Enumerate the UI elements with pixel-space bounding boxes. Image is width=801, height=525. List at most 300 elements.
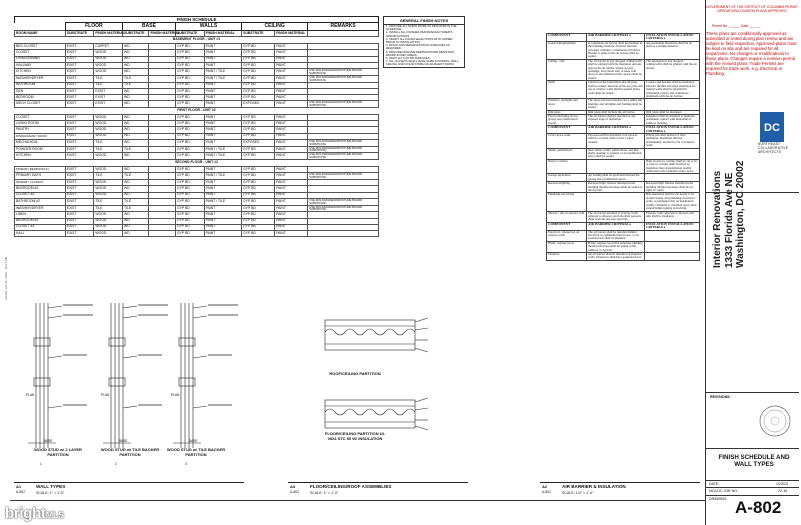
table-cell: DINING/FAMILY ROOM [15,133,66,139]
table-cell: EXIST [65,75,94,82]
table-cell: GYP BD [242,68,275,75]
table-cell: PAINT / TILE [204,75,241,82]
table-cell [645,99,700,110]
group-base: BASE [123,23,176,31]
table-cell: EXIST [65,192,94,198]
table-cell: GYP BD [175,139,204,146]
table-cell: CARPET [94,44,123,50]
table-cell: GYP BD [175,127,204,133]
table-cell: PAINT [275,224,308,230]
table-cell: Narrow cavities [547,159,587,174]
table-cell: GYP BD [242,186,275,192]
table-cell: Rim joists shall be insulated. [645,110,700,114]
table-cell: Duct shafts, utility penetrations, and flue shafts opening to exterior or unconditioned space shall be sealed. [587,148,645,159]
table-cell: PAINT [204,167,241,173]
air-barrier-column-header: COMPONENT [547,34,587,42]
table-cell: Fireplace [547,252,587,260]
table-cell: TILE [94,173,123,180]
table-cell [587,159,645,174]
table-cell: WD [123,127,149,133]
table-cell [645,148,700,159]
table-cell: WOOD [94,121,123,127]
column-header: SUBSTRATE [65,31,94,37]
table-cell: PAINT [275,133,308,139]
table-row [547,252,700,260]
table-cell: GYP BD [175,44,204,50]
table-cell: The air barrier in any dropped ceiling/soffit shall be aligned with the insulation and any gaps in the air barrier sealed. Access openings, drop down stair or knee wall doors to unconditioned attic spaces shall be sealed. [587,59,645,80]
table-cell: WD [123,230,149,236]
table-cell: Where provided instead of floor insulation, insulation shall be permanently attached to the crawlspace walls. [645,133,700,148]
table-cell: WOOD [94,224,123,230]
firm-name-3: ARCHITECTS [758,150,782,154]
table-cell: PAINT [275,121,308,127]
table-cell: EXIST [65,82,94,88]
section-heading: BASEMENT FLOOR - UNIT #1 [15,37,379,44]
section-heading-row [15,160,379,167]
table-cell: EXIST [65,186,94,192]
table-cell: WD [123,192,149,198]
table-cell: EXIST [94,94,123,100]
table-cell: GYP BD [242,218,275,224]
table-cell: A continuous air barrier shall be installed in the building envelope. Exterior thermal envelope contains a continuous air barrier. Breaks or joints in the air barrier shall be sealed. [587,41,645,59]
table-cell: WD [123,101,149,108]
table-row [547,81,700,99]
table-cell: PAINT [204,186,241,192]
table-cell [149,101,175,108]
table-cell: TILE [94,198,123,205]
table-cell: GYP BD [175,153,204,160]
logo-initials: DC [764,122,780,134]
table-cell: EXIST [65,68,94,75]
sheet-number: A-802 [735,498,782,517]
watermark-text: bright [5,505,46,522]
table-cell: GYP BD [175,133,204,139]
table-cell: Plumbing and wiring [547,193,587,211]
table-cell: GYP BD [175,62,204,68]
section-heading: SECOND FLOOR - UNIT #2 [15,160,379,167]
table-cell: PAINT [204,180,241,186]
table-cell: EXIST [65,167,94,173]
table-cell: EXIST [65,139,94,146]
table-cell: Windows, skylights and doors [547,99,587,110]
table-row [547,182,700,193]
table-cell: USE MOLD/MILDEW/MOISTURE BOARD SUBSTRATE [308,68,379,75]
table-cell: PAINT [275,94,308,100]
brightmls-watermark [5,505,64,522]
table-row [15,75,379,82]
floor-roof-sheet-ref: A-802 [290,490,300,494]
table-cell [149,173,175,180]
table-cell: WOOD [94,114,123,120]
table-cell: USE MOLD/MILDEW/MOISTURE BOARD SUBSTRATE [308,139,379,146]
table-cell: GYP BD [242,167,275,173]
base-label-1: BASE [44,439,53,443]
table-cell [149,68,175,75]
table-cell: GYP BD [175,224,204,230]
table-cell: WD [123,153,149,160]
table-cell: Batts in narrow cavities shall be cut to fit, or narrow cavities shall be filled by insulation that on installation readily conforms to the available cavity space. [646,158,698,174]
table-cell: WD [123,186,149,192]
table-cell: EXIST [65,153,94,160]
table-row [15,205,379,212]
table-cell: USE MOLD/MILDEW/MOISTURE BOARD SUBSTRATE [308,146,379,153]
table-cell: GYP BD [175,50,204,56]
table-cell: Ceiling / attic [547,59,587,80]
table-cell: EXIST [65,218,94,224]
table-cell: WOOD [94,212,123,218]
table-cell: GYP BD [175,198,204,205]
table-cell: WD [123,50,149,56]
table-cell: EXIST [94,101,123,108]
table-cell: EXIST [65,50,94,56]
table-cell: PAINT [275,186,308,192]
table-cell: GYP BD [175,205,204,212]
table-cell: LINEN [15,212,66,218]
table-cell: EXIST [65,121,94,127]
table-cell: PAINT [275,44,308,50]
watermark-suffix: MLS [45,510,64,520]
table-row [15,198,379,205]
table-cell: EXIST [65,230,94,236]
table-cell: PAINT [275,212,308,218]
table-row [15,173,379,180]
table-cell: GYP BD [175,212,204,218]
table-cell: GYP BD [242,224,275,230]
table-cell: EXIST [65,205,94,212]
base-label-3: BASE [189,439,198,443]
table-cell: MECHANICAL [15,139,66,146]
table-cell: GYP BD [175,121,204,127]
table-cell: PAINT [275,198,308,205]
firm-name-2: COLLABORATIVE [758,146,789,150]
column-header: FINISH MATERIAL [150,30,180,35]
table-cell: PAINT [275,167,308,173]
table-row [547,241,700,252]
table-cell: WOOD [94,230,123,236]
table-cell: EXIST [65,44,94,50]
table-cell: EXPOSED [242,101,275,108]
table-cell: GYP BD [175,75,204,82]
table-cell: GYP BD [242,121,275,127]
table-cell [149,146,175,153]
table-cell: WOOD [94,180,123,186]
project-city: Washington, DC 20002 [735,160,746,268]
table-cell: PAINT [275,62,308,68]
table-cell: The air barrier shall be installed at any exposed edge of insulation. [587,114,645,125]
table-cell: EXIST [65,127,94,133]
group-walls: WALLS [175,23,241,31]
table-cell: EXIST [65,62,94,68]
base-label-2: BASE [119,439,128,443]
group-ceiling: CEILING [242,23,308,31]
table-cell: PAINT [275,75,308,82]
table-cell: BEDROOM [15,94,66,100]
table-cell [645,252,700,260]
table-cell: TILE [123,205,149,212]
sheet-bottom-border [10,500,705,501]
table-cell: WOOD [94,218,123,224]
table-cell: PRIMARY BATH [15,173,66,180]
table-cell [149,153,175,160]
table-cell: BATHROOM [15,82,66,88]
table-cell: EXIST [65,173,94,180]
table-cell: COMPONENT [547,126,587,134]
table-cell: GYP BD [175,192,204,198]
table-cell: PAINT [204,88,241,94]
roof-assembly-label: ROOF/CEILING PARTITION [329,371,381,376]
table-cell: PAINT [275,146,308,153]
table-cell: Recessed lighting [547,182,587,193]
table-cell: WOOD [94,133,123,139]
table-cell: WOOD [94,62,123,68]
table-cell: Junction of the foundation and sill plate shall be sealed. Junction of the top plate and top of exterior walls shall be sealed. Knee walls shall be sealed. [587,81,645,99]
table-cell: WASHER/DRYER [15,205,66,212]
wall-code-2: 2 [115,462,117,466]
table-cell: PAINT [204,62,241,68]
revisions-label: REVISIONS: [710,395,731,399]
table-cell: EXPOSED [242,139,275,146]
table-row [547,230,700,241]
table-cell: TILE [123,75,149,82]
table-row [15,230,379,236]
table-row [547,193,700,211]
drawing-label: DRAWING: [709,497,728,501]
table-cell: PAINT / TILE [204,68,241,75]
plan-label-2: PLAN [101,393,110,397]
air-barrier-table [546,33,700,261]
table-cell: General Requirements [547,41,587,59]
firm-logo [760,112,784,142]
date-value: 1/23/23 [776,482,788,486]
table-cell: PAINT [204,133,241,139]
table-cell [149,75,175,82]
table-cell: Recessed light fixtures installed in the building thermal envelope shall be sealed to the drywall. [587,182,645,193]
floor-roof-title-bar [288,482,468,483]
column-header: SUBSTRATE [175,31,204,37]
table-cell [308,230,379,236]
table-row [547,211,700,222]
table-cell: PAINT [204,139,241,146]
table-cell: LIVING/DINING [15,56,66,62]
column-header: SUBSTRATE [123,31,149,37]
table-cell: PAINT [275,192,308,198]
table-cell: MECH CLOSET [15,101,66,108]
table-cell: GYP BD [242,114,275,120]
finish-schedule-body [15,37,379,237]
table-cell: PAINT [275,88,308,94]
table-row [15,139,379,146]
table-cell: EXIST [65,224,94,230]
table-cell: PAINT / TILE [204,173,241,180]
architect-seal [758,404,792,438]
table-cell: PAINT [275,127,308,133]
table-cell: GYP BD [175,114,204,120]
note-line: 1. PROVIDE ALL FINISH WORK AS INDICATED IN THE SCHEDULE. [386,24,457,32]
note-line: 4. PATCH AND REPAIR EXISTING SURFACES AS REQUIRED. [386,43,450,51]
table-cell: WD [123,224,149,230]
air-barrier-detail-id: A2 [542,484,548,489]
date-label: DATE: [709,482,720,486]
table-cell: PAINT [275,114,308,120]
finish-schedule-table [14,16,379,237]
air-barrier-body [547,34,700,261]
table-cell: The air barrier shall be installed behind electrical or communication boxes, or air sealed boxes shall be installed. [587,230,645,241]
note-line: 5. PROVIDE MOLD/MILDEW/MOISTURE RESISTANT BOARD IN WET AREAS. [386,49,455,57]
table-cell: AIR BARRIER CRITERIA a [587,126,645,134]
note-line: 2. INSTALL ALL FINISHES PER MANUFACTURER'S SPECIFICATIONS. [386,30,453,38]
table-cell [149,205,175,212]
table-cell [149,230,175,236]
table-cell: PAINT / TILE [204,146,241,153]
table-cell: GYP BD [242,94,275,100]
floor-roof-scale: SCALE: 1" = 1'-0" [310,491,339,495]
table-cell: GYP BD [242,44,275,50]
table-cell: KITCHEN [15,153,66,160]
table-cell: The insulation in any dropped ceiling/soffit shall be aligned with the air barrier. [645,59,700,80]
table-cell: PAINT [204,94,241,100]
table-cell: GYP BD [175,68,204,75]
table-cell: GYP BD [242,62,275,68]
table-cell: GYP BD [242,198,275,205]
table-cell: GYP BD [242,230,275,236]
table-cell: PAINT [204,127,241,133]
table-cell: EXIST [65,180,94,186]
table-cell: USE MOLD/MILDEW/MOISTURE BOARD SUBSTRATE [308,173,379,180]
air-barrier-column-header: AIR BARRIER CRITERIA a [587,34,645,42]
group-remarks: REMARKS [308,23,379,31]
table-cell: CLOSET [15,50,66,56]
table-cell: TILE [94,205,123,212]
table-row [15,153,379,160]
note-line: 6. PAINT ALL GYP BD SURFACES. [386,56,431,61]
wall-type-label-3: WOOD STUD w/ TILE BACKER PARTITION [166,447,226,457]
table-cell: GYP BD [175,167,204,173]
table-cell: EXIST [65,88,94,94]
table-cell: LIVING ROOM [15,121,66,127]
table-cell: PAINT [204,101,241,108]
section-heading-row [15,37,379,44]
table-cell: Electrical / phone box on exterior walls [547,230,587,241]
table-cell: CLOSET [15,114,66,120]
table-cell: INSULATION INSTALLATION CRITERIA a [645,222,700,230]
table-cell: PAINT [204,44,241,50]
drawing-title: FINISH SCHEDULE AND WALL TYPES [718,454,790,468]
firm-name-1: NORTHEAST [758,142,781,146]
air-barrier-scale: SCALE: 1/4" = 1'-0" [562,491,594,495]
table-cell: WASHER/DRYER [15,75,66,82]
table-cell: PAINT [275,50,308,56]
air-barrier-title: AIR BARRIER & INSULATION [562,484,626,489]
table-cell: GYP BD [242,88,275,94]
table-cell: EXIST [94,88,123,94]
table-cell: TILE [94,139,123,146]
table-cell: GYP BD [242,212,275,218]
table-cell: USE MOLD/MILDEW/MOISTURE BOARD SUBSTRATE [308,75,379,82]
floor-roof-detail-id: A3 [290,484,296,489]
plan-label-1: PLAN [26,393,35,397]
table-cell: WD [123,62,149,68]
job-label: NCA DC JOB NO.: [709,489,739,493]
table-cell: TILE [94,146,123,153]
project-name: Interior Renovations [712,170,723,268]
table-cell: PAINT [204,230,241,236]
note-line: 3. VERIFY ALL FINISH SELECTIONS WITH OWNER PRIOR TO INSTALLATION. [386,36,453,45]
column-header: FINISH MATERIAL [275,31,308,37]
table-cell: HVAC register boots [547,241,587,252]
table-cell: WOOD [94,127,123,133]
table-cell: Crawl space walls [547,133,587,148]
table-cell: GYP BD [242,127,275,133]
table-cell: EXIST [65,101,94,108]
table-cell: PAINT [275,173,308,180]
table-cell: WOOD [94,56,123,62]
table-cell: TILE [123,173,149,180]
table-cell: GYP BD [175,101,204,108]
table-cell: PAINT / TILE [204,153,241,160]
table-cell: POWDER ROOM [15,146,66,153]
table-row [15,101,379,108]
table-cell: HALL [15,230,66,236]
table-cell: PAINT [275,101,308,108]
table-cell: CLOSET #2 [15,192,66,198]
table-cell: Shower / tub on exterior wall [547,211,587,222]
table-cell: INSULATION INSTALLATION CRITERIA a [645,126,700,134]
table-cell: Rim joists [547,110,587,114]
table-cell: Exposed earth in unvented crawl spaces shall be covered with a Class I vapor retarder. [587,133,645,148]
permit-line: Permit No. ______ Date ______ [712,24,761,28]
table-cell: GYP BD [242,205,275,212]
table-cell: TILE [94,75,123,82]
table-cell [645,241,700,252]
table-cell [149,139,175,146]
table-cell: EXIST [65,146,94,153]
wall-types-scale: SCALE: 1" = 1'-0" [36,491,65,495]
table-cell: TILE [123,146,149,153]
table-cell: PAINT [275,180,308,186]
table-row [547,99,700,110]
table-cell: Insulation shall be installed to maintain permanent contact with underside of subfloor decking. [645,114,700,125]
table-cell: GYP BD [175,94,204,100]
table-row [547,148,700,159]
table-cell: WD [123,180,149,186]
table-cell: EXIST [65,198,94,205]
table-cell: PAINT [275,205,308,212]
wall-type-label-1: WOOD STUD w/ 2 LAYER PARTITION [34,447,82,457]
table-cell: BED CLOSET [15,44,66,50]
table-cell: GYP BD [175,88,204,94]
table-cell: Rim joists shall include the air barrier. [587,110,645,114]
table-cell: WOOD [94,167,123,173]
table-cell: PAINT [275,153,308,160]
project-name-block [712,98,747,268]
side-print-info: printed: Jan 11, 2023 · 10:27 AM [4,256,8,300]
table-cell: PAINT / TILE [204,198,241,205]
table-cell: TILE [123,82,149,88]
table-cell: GYP BD [175,56,204,62]
table-cell: GYP BD [242,153,275,160]
table-cell: HALLWAY [15,62,66,68]
plan-label-3: PLAN [171,393,180,397]
table-cell: GYP BD [175,180,204,186]
table-cell: GYP BD [242,180,275,186]
table-cell: EXIST [65,94,94,100]
table-cell: GYP BD [242,192,275,198]
table-cell: DEN [15,88,66,94]
column-header: SUBSTRATE [242,31,275,37]
table-row [547,59,700,80]
table-cell: WD [123,218,149,224]
table-cell: WD [123,139,149,146]
